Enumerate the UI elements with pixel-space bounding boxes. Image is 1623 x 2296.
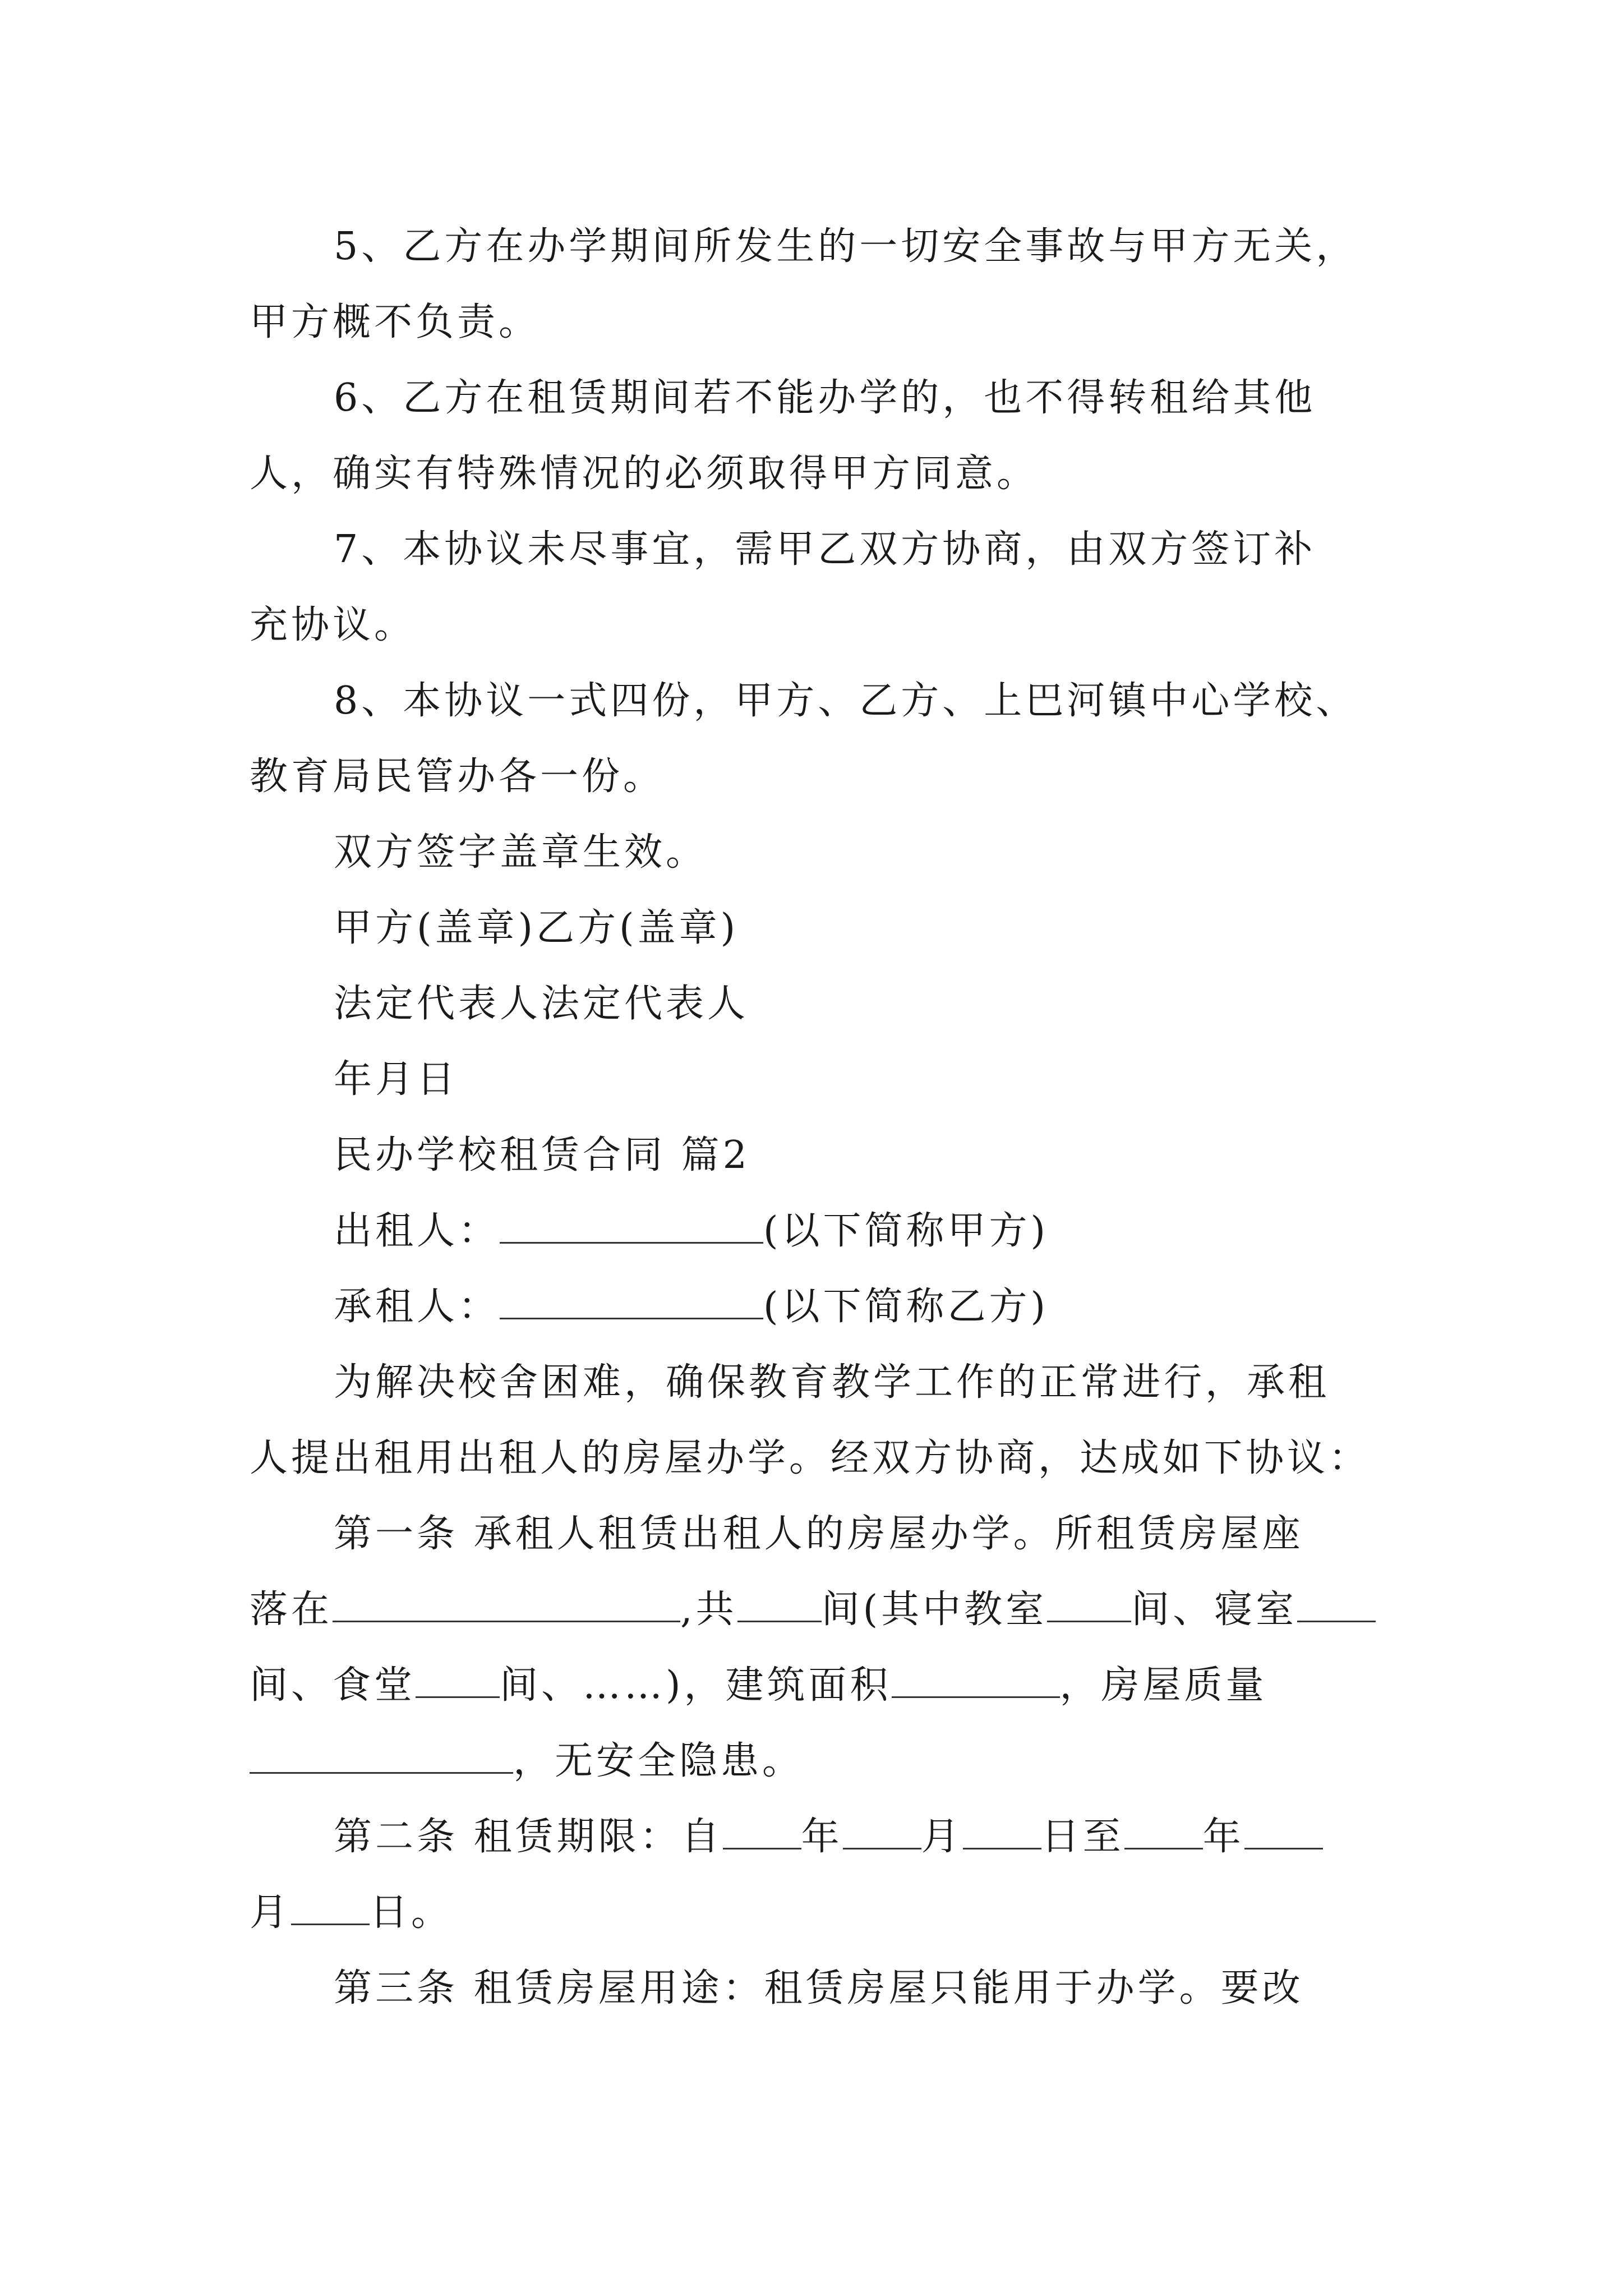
rooms-blank [737, 1587, 822, 1622]
representative-line: 法定代表人法定代表人 [334, 982, 749, 1026]
article-2-text-month1: 月 [921, 1815, 963, 1859]
lessee-blank [500, 1284, 763, 1319]
article-2-text-month2: 月 [250, 1890, 292, 1935]
canteen-blank [416, 1663, 500, 1698]
clause-5-line-2: 甲方概不负责。 [250, 300, 541, 344]
article-1-text-total: ,共 [680, 1588, 737, 1632]
article-1-text-quality: ，房屋质量 [1059, 1663, 1267, 1708]
start-day-blank [963, 1814, 1041, 1849]
section-heading: 民办学校租赁合同 篇2 [334, 1133, 750, 1177]
clause-5-line-1: 5、乙方在办学期间所发生的一切安全事故与甲方无关， [334, 224, 1358, 269]
clause-8-line-2: 教育局民管办各一份。 [250, 754, 665, 799]
start-year-blank [723, 1814, 801, 1849]
article-2-line-1 [334, 1810, 1478, 1864]
article-2-text-term: 第二条 租赁期限：自 [334, 1815, 723, 1859]
signing-note: 双方签字盖章生效。 [334, 830, 708, 875]
seal-line: 甲方(盖章)乙方(盖章) [334, 906, 739, 950]
article-2-text-year1: 年 [801, 1815, 843, 1859]
location-blank [333, 1587, 680, 1622]
article-1-text-location: 落在 [250, 1588, 333, 1632]
article-1-text-classrooms: 间(其中教室 [821, 1588, 1048, 1632]
article-1-text-canteen: 间、食堂 [250, 1663, 416, 1708]
clause-6-line-2: 人，确实有特殊情况的必须取得甲方同意。 [250, 452, 1039, 496]
article-2-text-until: 日至 [1041, 1815, 1124, 1859]
article-1-text-area: 间、……)，建筑面积 [500, 1663, 892, 1708]
article-2-text-day2: 日。 [370, 1890, 453, 1935]
article-1-line-4 [250, 1734, 1394, 1788]
article-1-text-safety: ，无安全隐患。 [513, 1739, 804, 1783]
end-year-blank [1124, 1814, 1203, 1849]
article-1-text-dorms: 间、寝室 [1131, 1588, 1298, 1632]
lessor-label: 出租人： [334, 1209, 500, 1253]
classrooms-blank [1047, 1587, 1131, 1622]
article-1-line-3 [250, 1659, 1394, 1713]
lessor-line [334, 1204, 1478, 1258]
lessee-line [334, 1280, 1478, 1334]
article-1-line-2 [250, 1583, 1394, 1637]
article-2-text-year2: 年 [1202, 1815, 1244, 1859]
dorms-blank [1297, 1587, 1376, 1622]
preamble-line-1: 为解决校舍困难，确保教育教学工作的正常进行，承租 [334, 1360, 1330, 1405]
lessee-label: 承租人： [334, 1285, 500, 1329]
article-1-line-1: 第一条 承租人租赁出租人的房屋办学。所租赁房屋座 [334, 1512, 1304, 1556]
article-3-line-1: 第三条 租赁房屋用途：租赁房屋只能用于办学。要改 [334, 1966, 1304, 2010]
date-line: 年月日 [334, 1057, 459, 1102]
clause-7-line-2: 充协议。 [250, 603, 416, 647]
quality-blank [250, 1738, 513, 1774]
clause-8-line-1: 8、本协议一式四份，甲方、乙方、上巴河镇中心学校、 [334, 679, 1358, 723]
lessor-suffix: (以下简称甲方) [763, 1209, 1049, 1253]
article-2-line-2 [250, 1886, 1394, 1940]
end-day-blank [291, 1890, 370, 1925]
end-month-blank [1244, 1814, 1323, 1849]
lessor-blank [500, 1208, 763, 1244]
clause-7-line-1: 7、本协议未尽事宜，需甲乙双方协商，由双方签订补 [334, 527, 1316, 572]
clause-6-line-1: 6、乙方在租赁期间若不能办学的，也不得转租给其他 [334, 376, 1316, 420]
area-blank [892, 1663, 1060, 1698]
lessee-suffix: (以下简称乙方) [763, 1285, 1049, 1329]
start-month-blank [843, 1814, 921, 1849]
preamble-line-2: 人提出租用出租人的房屋办学。经双方协商，达成如下协议： [250, 1436, 1371, 1480]
